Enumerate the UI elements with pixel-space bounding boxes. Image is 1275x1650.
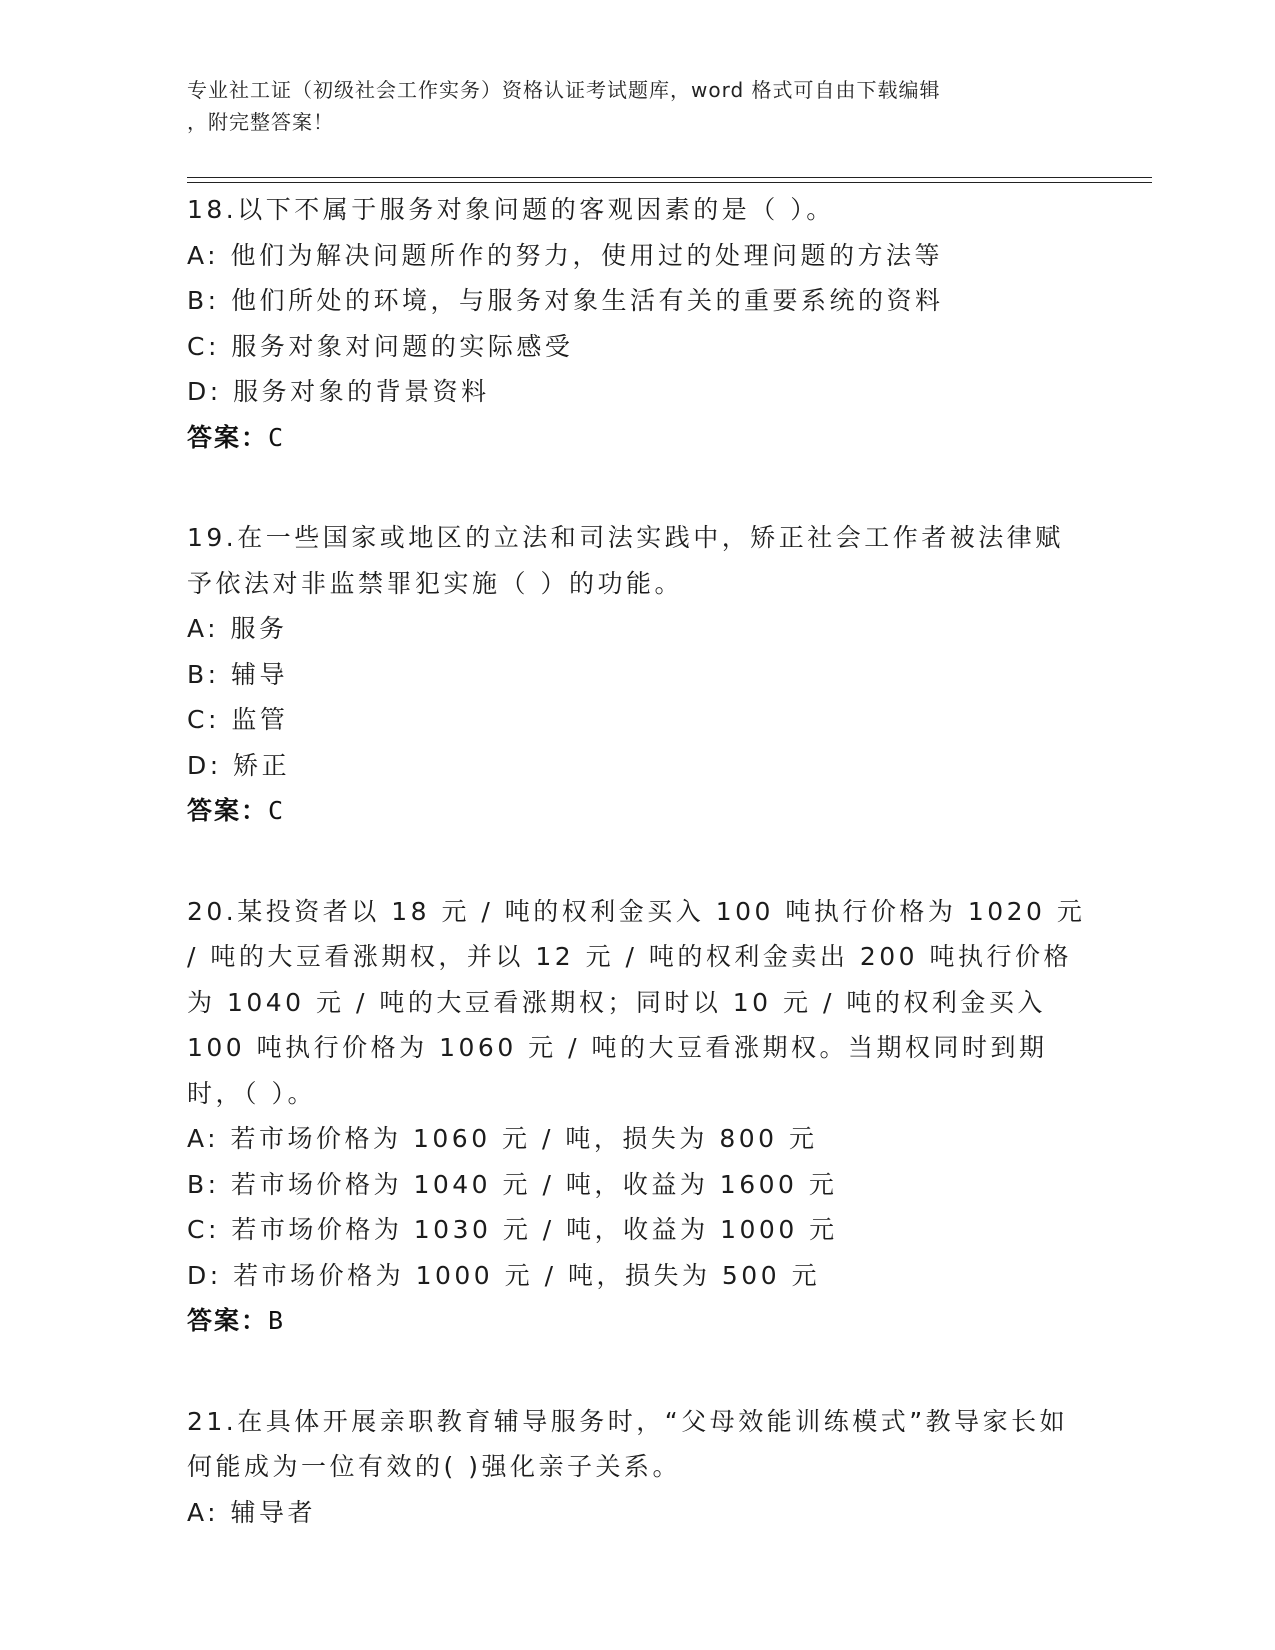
answer-line: [187, 788, 1087, 834]
header-line-2: ，附完整答案！: [187, 110, 334, 134]
option-a: A: 服务: [187, 614, 288, 643]
question-stem: 20.某投资者以 18 元 / 吨的权利金买入 100 吨执行价格为 1020 元 / 吨的大豆看涨期权，并以 12 元 / 吨的权利金卖出 200 吨执行价格为 1040 元 / 吨的大豆看涨期权；同时以 10 元 / 吨的权利金买入 100 吨执行价格为 1060 元 / 吨的大豆看涨期权。当期权同时到期时，（ ）。: [187, 896, 1086, 1108]
question-list: [187, 187, 1087, 1590]
question-18: [187, 187, 1087, 460]
option-a: A: 若市场价格为 1060 元 / 吨，损失为 800 元: [187, 1124, 818, 1153]
question-stem: 18.以下不属于服务对象问题的客观因素的是（ ）。: [187, 195, 835, 224]
option-b: B: 若市场价格为 1040 元 / 吨，收益为 1600 元: [187, 1169, 838, 1199]
option-d: D: 服务对象的背景资料: [187, 377, 490, 406]
header-divider-bottom: [187, 182, 1152, 183]
answer-value: B: [268, 1306, 285, 1335]
answer-value: C: [268, 796, 285, 825]
answer-label: 答案：: [187, 422, 269, 452]
option-c: C: 监管: [187, 705, 289, 734]
answer-value: C: [268, 422, 285, 452]
answer-line: [187, 415, 1087, 461]
header-divider-top: [187, 177, 1152, 178]
option-a: A: 辅导者: [187, 1497, 317, 1527]
question-stem: 21.在具体开展亲职教育辅导服务时，“父母效能训练模式”教导家长如何能成为一位有效的( )强化亲子关系。: [187, 1406, 1069, 1481]
header-line-1: 专业社工证（初级社会工作实务）资格认证考试题库，word 格式可自由下载编辑: [187, 78, 941, 102]
document-header: [187, 74, 1067, 138]
answer-label: 答案：: [187, 796, 269, 825]
option-d: D: 矫正: [187, 750, 291, 780]
option-d: D: 若市场价格为 1000 元 / 吨，损失为 500 元: [187, 1260, 821, 1290]
option-c: C: 若市场价格为 1030 元 / 吨，收益为 1000 元: [187, 1215, 838, 1244]
question-19: [187, 515, 1087, 834]
option-c: C: 服务对象对问题的实际感受: [187, 331, 574, 361]
question-20: [187, 889, 1087, 1344]
answer-line: [187, 1298, 1087, 1344]
option-b: B: 辅导: [187, 659, 289, 689]
option-a: A: 他们为解决问题所作的努力，使用过的处理问题的方法等: [187, 240, 944, 270]
question-stem: 19.在一些国家或地区的立法和司法实践中，矫正社会工作者被法律赋予依法对非监禁罪犯实施（ ）的功能。: [187, 523, 1064, 598]
question-21: [187, 1399, 1087, 1536]
option-b: B: 他们所处的环境，与服务对象生活有关的重要系统的资料: [187, 286, 944, 315]
answer-label: 答案：: [187, 1306, 269, 1335]
